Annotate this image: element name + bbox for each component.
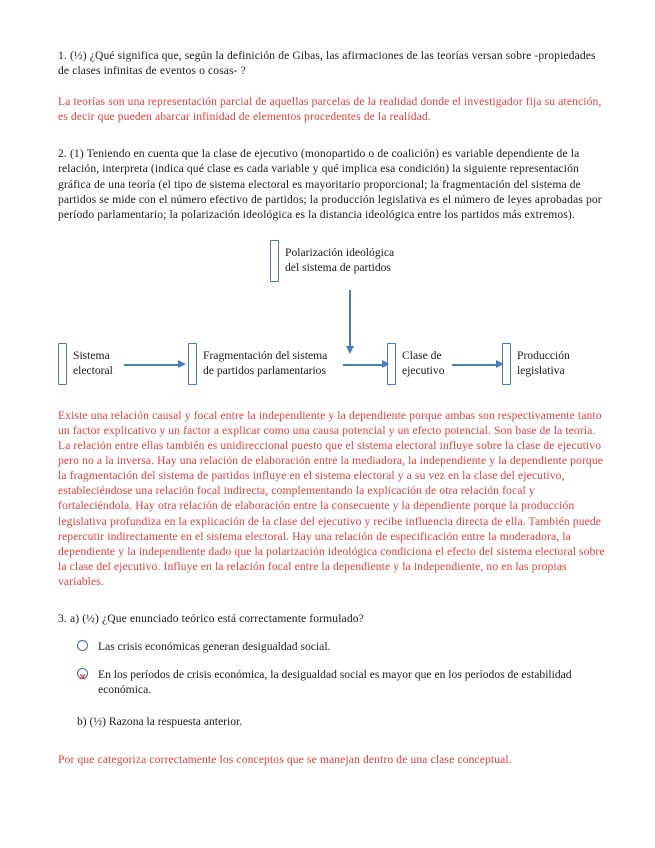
diagram-node-label: [67, 349, 113, 378]
question-3-text: 3. a) (½) ¿Que enunciado teórico está correctamente formulado?: [58, 611, 364, 625]
diagram-node-fragmentacion: [188, 343, 327, 385]
diagram-node-label: [197, 349, 327, 378]
node-bar-icon: [58, 343, 67, 385]
node-line-2: del sistema de partidos: [285, 260, 391, 274]
node-bar-icon: [270, 240, 279, 282]
diagram-node-label: [511, 349, 570, 378]
radio-circle-icon[interactable]: [77, 640, 88, 651]
node-line-2: electoral: [73, 363, 113, 377]
node-line-1: Sistema: [73, 349, 110, 363]
question-2-answer: Existe una relación causal y focal entre la independiente y la dependiente porque ambas son respectivamente tanto un factor explicativo y un factor a explicar como una causa potencial y un efecto potencial. Son base de la teoría. La relación entre ellas también es unidireccional puesto que el sistema electoral influye sobre la clase de ejecutivo pero no a la inversa. Hay una relación de elaboración entre la mediadora, la independiente y la dependiente porque la fragmentación del sistema de partidos influye en el sistema electoral y a su vez en la clase del ejecutivo, estableciéndose una relación focal indirecta, complementando la explicación de otra relación focal y fortaleciéndola. Hay otra relación de elaboración entre la consecuente y la dependiente porque la producción legislativa profundiza en la explicación de la clase del ejecutivo y recibe influencia directa de ella. También puede repercutir indirectamente en el sistema electoral. Hay una relación de especificación entre la moderadora, la dependiente y la independiente dado que la polarización ideológica condiciona el efecto del sistema electoral sobre la clase del ejecutivo. Influye en la relación focal entre la dependiente y la independiente, no en las propias variables.: [58, 408, 605, 588]
answer-option-1[interactable]: [58, 639, 609, 654]
node-line-2: ejecutivo: [402, 363, 445, 377]
node-line-2: legislativa: [517, 363, 565, 377]
spacer: [58, 78, 609, 94]
diagram-arrow-sistema-to-fragmentacion: [124, 360, 186, 370]
diagram-arrow-fragmentacion-to-clase: [343, 360, 390, 370]
answer-option-label: Las crisis económicas generan desigualdad social.: [98, 640, 331, 654]
diagram-arrow-polarizacion-to-clase: [345, 290, 355, 354]
node-line-1: Producción: [517, 349, 570, 363]
question-3-answer: Por que categoriza correctamente los conceptos que se manejan dentro de una clase conceptual.: [58, 753, 512, 767]
question-2-text: 2. (1) Teniendo en cuenta que la clase de ejecutivo (monopartido o de coalición) es variable dependiente de la relación, interpreta (indica qué clase es cada variable y qué implica esa condición) la siguiente representación gráfica de una teoría (el tipo de sistema electoral es mayoritario proporcional; la fragmentación del sistema de partidos se mide con el número efectivo de partidos; la producción legislativa es el número de leyes aprobadas por período parlamentario; la polarización ideológica es la distancia ideológica entre los partidos más extremos).: [58, 147, 602, 221]
node-bar-icon: [502, 343, 511, 385]
node-line-2: de partidos parlamentarios: [203, 363, 326, 377]
diagram-node-produccion-legislativa: [502, 343, 570, 385]
diagram-node-polarizacion: [270, 240, 394, 282]
diagram-node-sistema-electoral: [58, 343, 113, 385]
spacer: [58, 124, 609, 146]
spacer: [58, 741, 609, 752]
spacer: [58, 589, 609, 611]
radio-circle-checked-icon[interactable]: ✕: [77, 668, 88, 679]
node-line-1: Fragmentación del sistema: [203, 349, 328, 363]
theory-diagram: [58, 240, 611, 408]
diagram-arrow-clase-to-produccion: [452, 360, 504, 370]
diagram-node-label: [396, 349, 445, 378]
node-bar-icon: [387, 343, 396, 385]
question-1-answer: La teorías son una representación parcial de aquellas parcelas de la realidad donde el investigador fija su atención, es decir que pueden abarcar infinidad de elementos procedentes de la realidad.: [58, 95, 602, 124]
diagram-node-clase-ejecutivo: [387, 343, 445, 385]
diagram-node-label: [279, 246, 394, 275]
node-line-1: Polarización ideológica: [285, 246, 395, 260]
node-bar-icon: [188, 343, 197, 385]
answer-option-2[interactable]: [58, 667, 609, 697]
node-line-1: Clase de: [402, 349, 442, 363]
question-3b-text: b) (½) Razona la respuesta anterior.: [77, 715, 243, 729]
answer-option-label: En los períodos de crisis económica, la desigualdad social es mayor que en los períodos de estabilidad económica.: [98, 668, 572, 697]
question-1-text: 1. (½) ¿Qué significa que, según la definición de Gibas, las afirmaciones de las teorías versan sobre -propiedades de clases infinitas de eventos o cosas- ?: [58, 49, 596, 78]
